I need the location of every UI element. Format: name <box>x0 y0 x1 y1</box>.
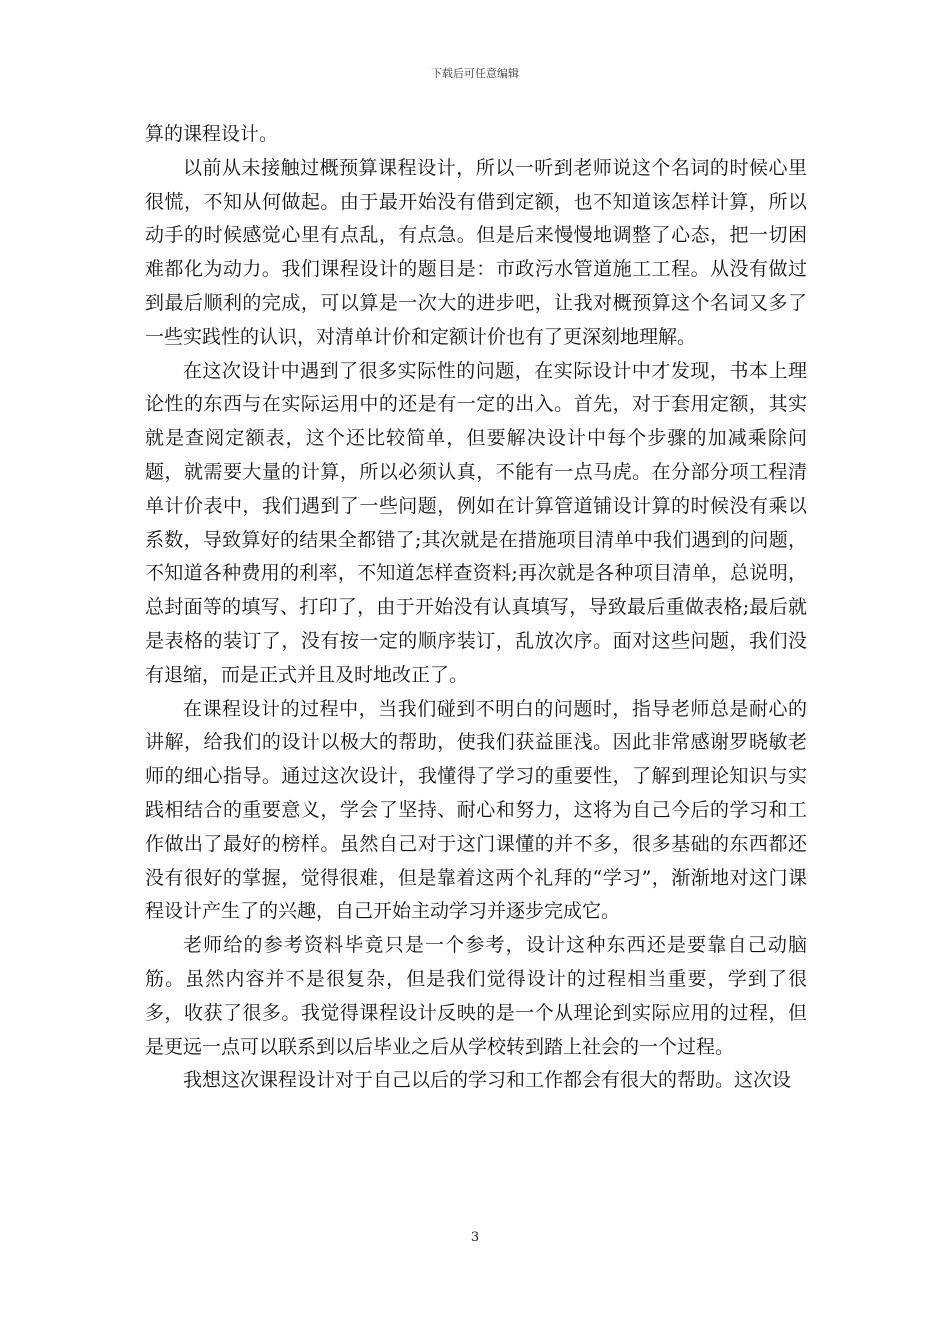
paragraph: 算的课程设计。 <box>145 123 279 145</box>
page-number: 3 <box>470 1230 480 1245</box>
paragraph: 在课程设计的过程中，当我们碰到不明白的问题时，指导老师总是耐心的讲解，给我们的设计以极大的帮助，使我们获益匪浅。因此非常感谢罗晓敏老师的细心指导。通过这次设计，我懂得了学习的重要性，了解到理论知识与实践相结合的重要意义，学会了坚持、耐心和努力，这将为自己今后的学习和工作做出了最好的榜样。虽然自己对于这门课懂的并不多，很多基础的东西都还没有很好的掌握，觉得很难，但是靠着这两个礼拜的“学习”，渐渐地对这门课程设计产生了的兴趣，自己开始主动学习并逐步完成它。 <box>145 697 807 923</box>
page-header: 下载后可任意编辑 <box>431 67 519 80</box>
paragraph: 老师给的参考资料毕竟只是一个参考，设计这种东西还是要靠自己动脑筋。虽然内容并不是很复杂，但是我们觉得设计的过程相当重要，学到了很多，收获了很多。我觉得课程设计反映的是一个从理论到实际应用的过程，但是更远一点可以联系到以后毕业之后从学校转到踏上社会的一个过程。 <box>145 934 807 1058</box>
body-text <box>145 118 807 1098</box>
paragraph: 以前从未接触过概预算课程设计，所以一听到老师说这个名词的时候心里很慌，不知从何做起。由于最开始没有借到定额，也不知道该怎样计算，所以动手的时候感觉心里有点乱，有点急。但是后来慢慢地调整了心态，把一切困难都化为动力。我们课程设计的题目是：市政污水管道施工工程。从没有做过到最后顺利的完成，可以算是一次大的进步吧，让我对概预算这个名词又多了一些实践性的认识，对清单计价和定额计价也有了更深刻地理解。 <box>145 156 807 348</box>
paragraph: 在这次设计中遇到了很多实际性的问题，在实际设计中才发现，书本上理论性的东西与在实际运用中的还是有一定的出入。首先，对于套用定额，其实就是查阅定额表，这个还比较简单，但要解决设计中每个步骤的加减乘除问题，就需要大量的计算，所以必须认真，不能有一点马虎。在分部分项工程清单计价表中，我们遇到了一些问题，例如在计算管道铺设计算的时候没有乘以系数，导致算好的结果全都错了;其次就是在措施项目清单中我们遇到的问题，不知道各种费用的利率，不知道怎样查资料;再次就是各种项目清单，总说明，总封面等的填写、打印了，由于开始没有认真填写，导致最后重做表格;最后就是表格的装订了，没有按一定的顺序装订，乱放次序。面对这些问题，我们没有退缩，而是正式并且及时地改正了。 <box>145 359 807 686</box>
paragraph: 我想这次课程设计对于自己以后的学习和工作都会有很大的帮助。这次设 <box>183 1069 792 1092</box>
